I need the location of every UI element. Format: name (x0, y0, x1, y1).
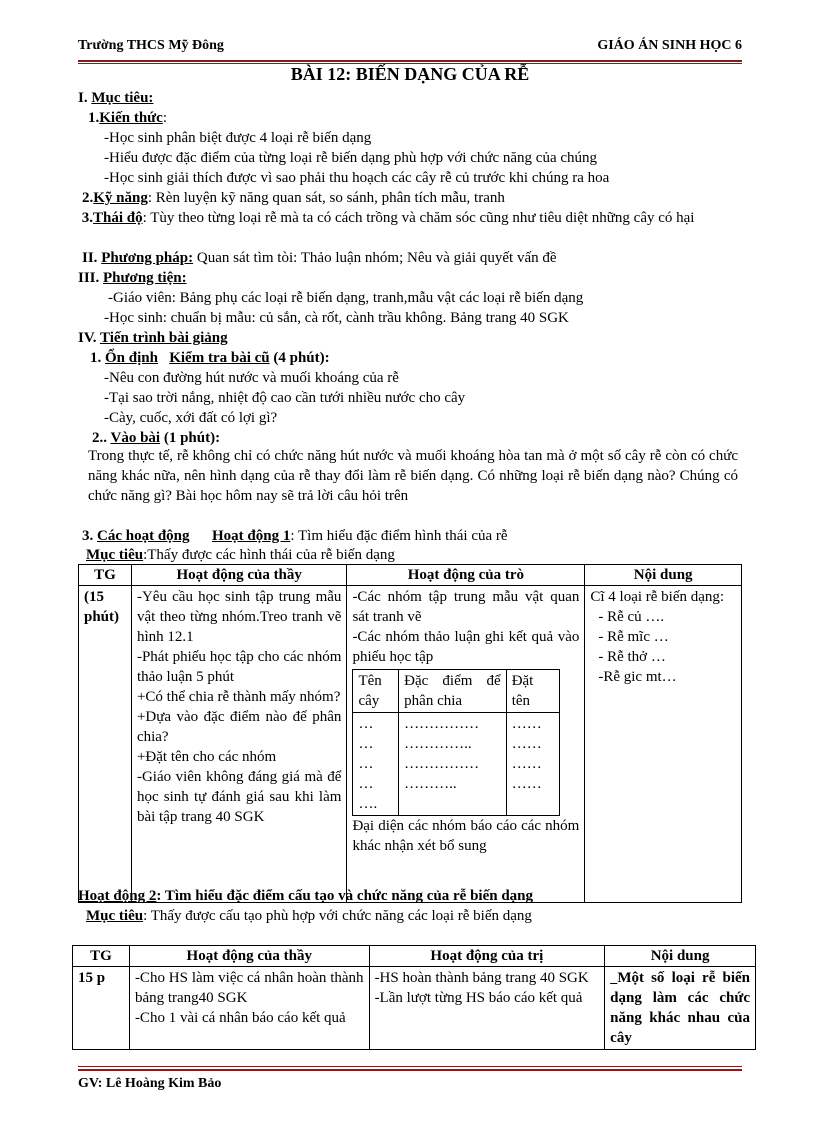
page-header (78, 38, 742, 54)
step1-heading: 1. Ổn định Kiểm tra bài cũ (4 phút): (90, 350, 330, 366)
knowledge-item: -Hiểu được đặc điểm của từng loại rễ biến dạng phù hợp với chức năng của chúng (104, 150, 598, 166)
means-teacher: -Giáo viên: Bảng phụ các loại rễ biến dạng, tranh,mẫu vật các loại rễ biến dạng (108, 290, 584, 306)
worksheet-header: Tên cây (353, 670, 399, 713)
content-line: -Rễ gic mt… (598, 669, 677, 685)
step3-heading: 3. Các hoạt động Hoạt động 1: Tìm hiểu đặc điểm hình thái của rễ (82, 528, 508, 544)
teacher-step: -Giáo viên không đáng giá mà để học sinh tự đánh giá sau khi làm bài tập trang 40 SGK (136, 769, 342, 825)
content-line: - Rễ củ …. (598, 609, 665, 625)
attitude-line: 3.Thái độ: Tùy theo từng loại rễ mà ta có cách trồng và chăm sóc cũng như tiêu diệt những cây có hại (81, 210, 695, 226)
methods-line: II. Phương pháp: Quan sát tìm tòi: Thảo luận nhóm; Nêu và giải quyết vấn đề (82, 250, 557, 266)
knowledge-item: -Học sinh giải thích được vì sao phải thu hoạch các cây rễ củ trước khi chúng ra hoa (104, 170, 610, 186)
col-header-student: Hoạt động của trò (347, 565, 585, 586)
col-header-content: Nội dung (585, 565, 742, 586)
activity2-table (72, 945, 756, 1050)
review-question: -Cày, cuốc, xới đất có lợi gì? (104, 410, 278, 426)
student-step: Đại diện các nhóm báo cáo các nhóm khác nhận xét bổ sung (352, 818, 580, 854)
school-name: Trường THCS Mỹ Đông (78, 38, 224, 53)
skill-line: 2.Kỹ năng: Rèn luyện kỹ năng quan sát, so sánh, phân tích mẫu, tranh (82, 190, 505, 206)
teacher-cell (129, 967, 369, 1050)
student-step: -Các nhóm thảo luận ghi kết quả vào phiếu học tập (352, 629, 580, 665)
teacher-step: -Cho 1 vài cá nhân báo cáo kết quả (134, 1010, 346, 1026)
worksheet-cell: …… …… …… …… (506, 713, 560, 816)
col-header-content: Nội dung (605, 946, 756, 967)
content-line: - Rễ mĩc … (598, 629, 669, 645)
student-cell (369, 967, 605, 1050)
teacher-step: -Phát phiếu học tập cho các nhóm thảo luận 5 phút (136, 649, 342, 685)
student-step: -HS hoàn thành bảng trang 40 SGK (374, 970, 589, 986)
teacher-step: +Có thể chia rễ thành mấy nhóm? (136, 689, 341, 705)
col-header-tg: TG (73, 946, 130, 967)
header-rule (78, 60, 742, 62)
process-heading: IV. Tiến trình bài giảng (78, 330, 228, 346)
col-header-teacher: Hoạt động của thầy (131, 565, 346, 586)
student-cell (347, 586, 585, 903)
content-line: Một số loại rễ biến dạng làm các chức năng khác nhau của cây (610, 970, 751, 1046)
content-line: Cĩ 4 loại rễ biến dạng: (590, 589, 725, 605)
review-question: -Tại sao trời nắng, nhiệt độ cao cần tưới nhiều nước cho cây (104, 390, 466, 406)
knowledge-item: -Học sinh phân biệt được 4 loại rễ biến dạng (104, 130, 372, 146)
footer-rule-thin (78, 1066, 742, 1067)
student-step: -Lần lượt từng HS báo cáo kết quả (374, 990, 583, 1006)
col-header-tg: TG (79, 565, 132, 586)
step2-heading: 2.. Vào bài (1 phút): (92, 430, 221, 446)
objectives-heading: I. Mục tiêu: (78, 90, 154, 106)
worksheet-header: Đặc điểm để phân chia (399, 670, 507, 713)
student-step: -Các nhóm tập trung mẫu vật quan sát tranh vẽ (352, 589, 580, 625)
goal2-line: Mục tiêu: Thấy được cấu tạo phù hợp với chức năng các loại rễ biến dạng (86, 908, 532, 924)
teacher-step: -Cho HS làm việc cá nhân hoàn thành bảng trang40 SGK (134, 970, 364, 1006)
worksheet-table (352, 669, 560, 816)
content-cell (585, 586, 742, 903)
time-cell: (15 phút) (79, 586, 132, 903)
goal1-line: Mục tiêu:Thấy được các hình thái của rễ biến dạng (86, 547, 395, 563)
worksheet-cell: … … … … …. (353, 713, 399, 816)
footer-rule (78, 1069, 742, 1071)
content-cell (605, 967, 756, 1050)
col-header-student: Hoạt động của trị (369, 946, 605, 967)
content-line: - Rễ thở … (598, 649, 666, 665)
teacher-step: -Yêu cầu học sinh tập trung mẫu vật theo từng nhóm.Treo tranh vẽ hình 12.1 (136, 589, 342, 645)
worksheet-cell: …………… ………….. …………… ……….. (399, 713, 507, 816)
col-header-teacher: Hoạt động của thầy (129, 946, 369, 967)
activity2-heading: Hoạt động 2: Tìm hiểu đặc điểm cấu tạo và chức năng của rễ biến dạng (78, 888, 534, 904)
subject-name: GIÁO ÁN SINH HỌC 6 (597, 38, 742, 53)
means-heading: III. Phương tiện: (78, 270, 187, 286)
teacher-step: +Đặt tên cho các nhóm (136, 749, 277, 765)
means-student: -Học sinh: chuẩn bị mẫu: củ sắn, cà rốt, cành trầu không. Bảng trang 40 SGK (104, 310, 569, 326)
time-cell: 15 p (73, 967, 130, 1050)
teacher-cell (131, 586, 346, 903)
review-question: -Nêu con đường hút nước và muối khoáng của rễ (104, 370, 399, 386)
teacher-step: +Dựa vào đặc điểm nào để phân chia? (136, 709, 342, 745)
worksheet-header: Đặt tên (506, 670, 560, 713)
teacher-name: GV: Lê Hoàng Kim Bảo (78, 1076, 222, 1091)
activity1-table (78, 564, 742, 903)
lesson-title: BÀI 12: BIẾN DẠNG CỦA RỄ (290, 64, 530, 84)
knowledge-heading: 1.Kiến thức: (88, 110, 168, 126)
intro-paragraph: Trong thực tế, rễ không chỉ có chức năng hút nước và muối khoáng hòa tan mà ở một số cây rễ còn có chức năng khác nữa, nên hình dạng của rễ thay đổi làm rễ biến dạng. Có những loại rễ biến dạng nào? Chúng có chức năng gì? Bài học hôm nay sẽ trả lời câu hỏi trên (88, 448, 738, 504)
